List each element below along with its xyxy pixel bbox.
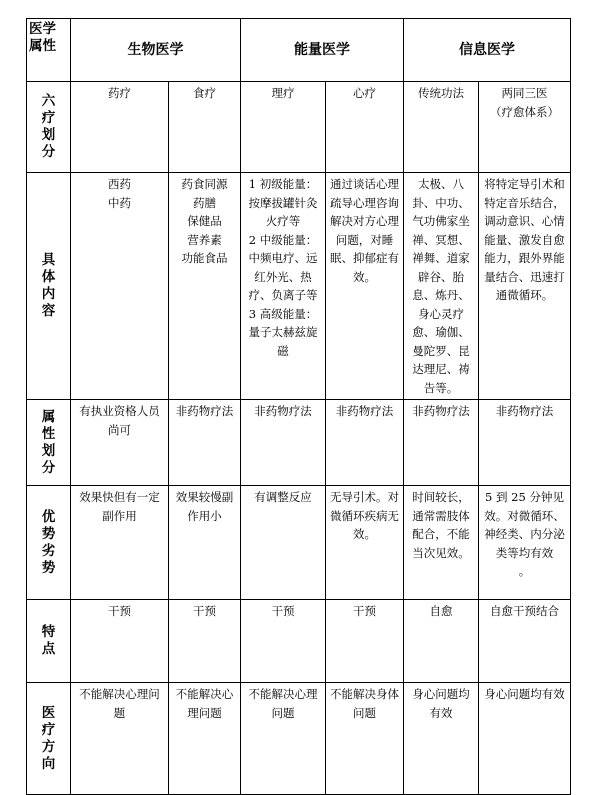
cell: 自愈干预结合	[479, 600, 571, 683]
group-energy-medicine: 能量医学	[241, 19, 404, 82]
row-attribute	[27, 400, 571, 486]
header-row	[27, 19, 571, 82]
group-information-medicine: 信息医学	[404, 19, 571, 82]
corner-header: 医学 属性	[27, 19, 71, 82]
cell: 通过谈话心理疏导心理咨询解决对方心理问题，对睡眠、抑郁症有效。	[326, 173, 404, 400]
row-features	[27, 600, 571, 683]
cell: 效果快但有一定副作用	[71, 486, 169, 600]
cell: 1 初级能量：按摩拔罐针灸火疗等 2 中级能量：中频电疗、远红外光、热疗、负离子等 3 高级能量：量子太赫兹旋磁	[241, 173, 326, 400]
row-head-six-therapies	[27, 82, 71, 173]
cell: 效果较慢副作用小	[169, 486, 241, 600]
cell: 干预	[71, 600, 169, 683]
cell: 传统功法	[404, 82, 479, 173]
cell: 有执业资格人员尚可	[71, 400, 169, 486]
cell: 身心问题均有效	[404, 683, 479, 795]
row-head-text: 医疗方向	[41, 704, 56, 772]
row-content	[27, 173, 571, 400]
cell: 西药 中药	[71, 173, 169, 400]
row-pros-cons	[27, 486, 571, 600]
row-head-attribute	[27, 400, 71, 486]
cell: 将特定导引术和特定音乐结合，调动意识、心情能量、激发自愈能力，跟外界能量结合、迅速打通微循环。	[479, 173, 571, 400]
cell: 药疗	[71, 82, 169, 173]
row-head-text: 属性划分	[41, 408, 56, 476]
cell: 非药物疗法	[169, 400, 241, 486]
row-head-direction	[27, 683, 71, 795]
cell: 5 到 25 分钟见效。对微循环、神经类、内分泌类等均有效 。	[479, 486, 571, 600]
cell: 药食同源 药膳 保健品 营养素 功能食品	[169, 173, 241, 400]
group-biomedicine: 生物医学	[71, 19, 241, 82]
cell: 非药物疗法	[404, 400, 479, 486]
cell: 理疗	[241, 82, 326, 173]
cell: 不能解决心理问题	[71, 683, 169, 795]
cell: 食疗	[169, 82, 241, 173]
row-head-text: 特点	[41, 624, 56, 657]
row-direction	[27, 683, 571, 795]
cell: 心疗	[326, 82, 404, 173]
cell: 时间较长，通常需肢体配合，不能当次见效。	[404, 486, 479, 600]
cell: 非药物疗法	[479, 400, 571, 486]
row-head-pros-cons	[27, 486, 71, 600]
cell: 不能解决心理问题	[241, 683, 326, 795]
cell: 身心问题均有效	[479, 683, 571, 795]
row-head-content	[27, 173, 71, 400]
row-six-therapies	[27, 82, 571, 173]
cell: 干预	[326, 600, 404, 683]
cell: 无导引术。对微循环疾病无效。	[326, 486, 404, 600]
cell: 不能解决身体问题	[326, 683, 404, 795]
cell: 太极、八卦、中功、气功佛家坐禅、冥想、禅舞、道家辟谷、胎息、炼丹、身心灵疗愈、瑜伽、曼陀罗、昆达理尼、祷告等。	[404, 173, 479, 400]
cell: 有调整反应	[241, 486, 326, 600]
cell: 非药物疗法	[326, 400, 404, 486]
cell: 非药物疗法	[241, 400, 326, 486]
cell: 不能解决心理问题	[169, 683, 241, 795]
cell: 自愈	[404, 600, 479, 683]
row-head-text: 具体内容	[41, 252, 56, 319]
cell: 干预	[241, 600, 326, 683]
cell: 两同三医 （疗愈体系）	[479, 82, 571, 173]
row-head-text: 优势劣势	[41, 508, 56, 576]
cell: 干预	[169, 600, 241, 683]
medical-attribute-table	[26, 18, 571, 795]
row-head-text: 六疗划分	[41, 93, 56, 160]
row-head-features	[27, 600, 71, 683]
